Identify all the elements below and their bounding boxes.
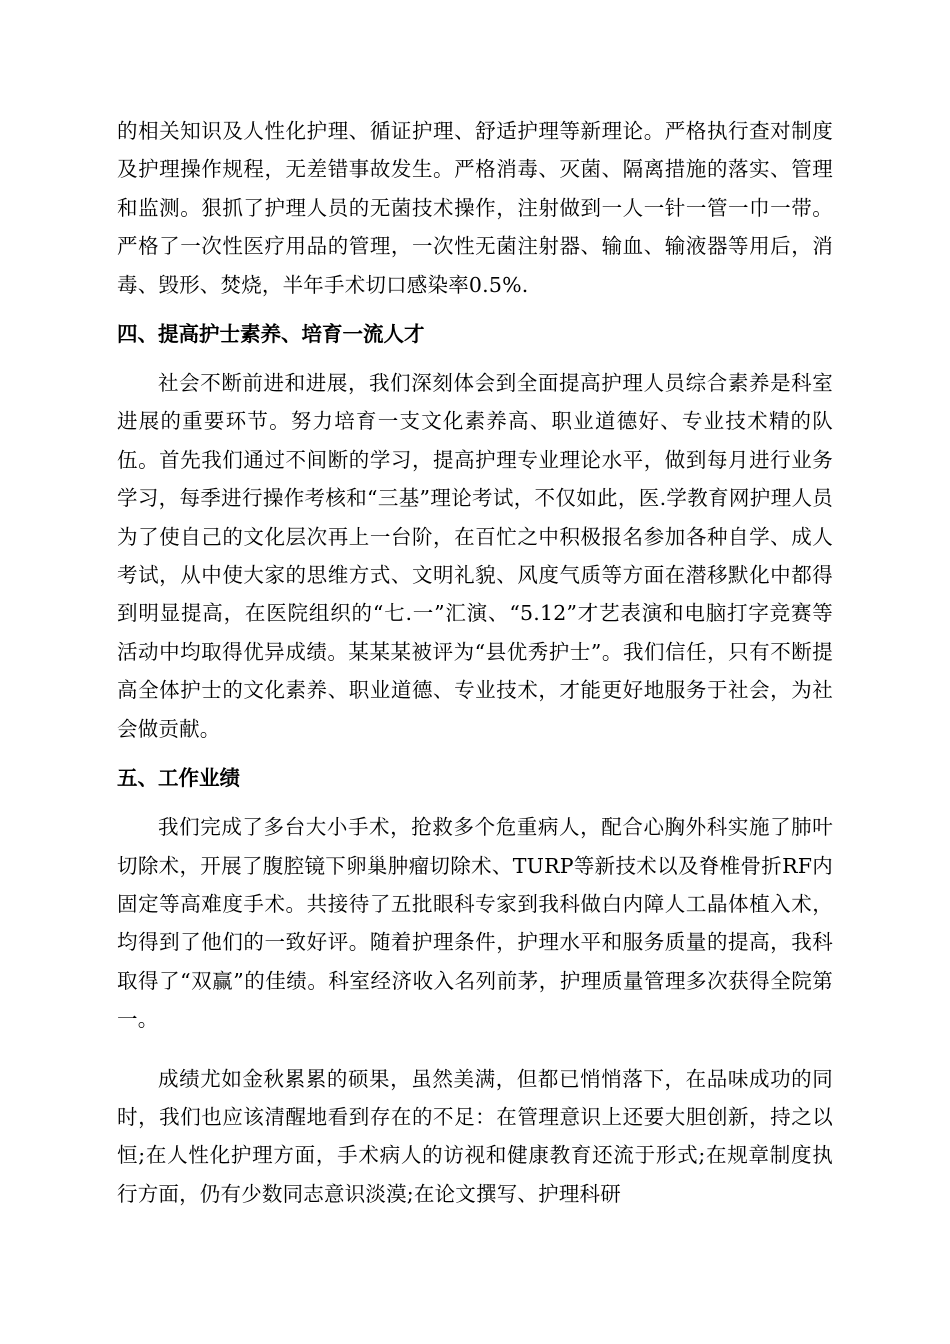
document-page	[117, 112, 833, 1213]
paragraph-work-achievements: 我们完成了多台大小手术，抢救多个危重病人，配合心胸外科实施了肺叶切除术，开展了腹腔镜下卵巢肿瘤切除术、TURP等新技术以及脊椎骨折RF内固定等高难度手术。共接待了五批眼科专家到我科做白内障人工晶体植入术，均得到了他们的一致好评。随着护理条件，护理水平和服务质量的提高，我科取得了“双赢”的佳绩。科室经济收入名列前茅，护理质量管理多次获得全院第一。	[117, 815, 833, 1032]
paragraph-shortcomings: 成绩尤如金秋累累的硕果，虽然美满，但都已悄悄落下，在品味成功的同时，我们也应该清醒地看到存在的不足：在管理意识上还要大胆创新，持之以恒;在人性化护理方面，手术病人的访视和健康教育还流于形式;在规章制度执行方面，仍有少数同志意识淡漠;在论文撰写、护理科研	[117, 1066, 833, 1206]
section-heading-5: 五、工作业绩	[117, 766, 240, 791]
paragraph-nursing-standards: 的相关知识及人性化护理、循证护理、舒适护理等新理论。严格执行查对制度及护理操作规程，无差错事故发生。严格消毒、灭菌、隔离措施的落实、管理和监测。狠抓了护理人员的无菌技术操作，注射做到一人一针一管一巾一带。严格了一次性医疗用品的管理，一次性无菌注射器、输血、输液器等用后，消毒、毁形、焚烧，半年手术切口感染率0.5%.	[117, 119, 833, 297]
section-heading-4: 四、提高护士素养、培育一流人才	[117, 322, 425, 347]
paragraph-nurse-quality: 社会不断前进和进展，我们深刻体会到全面提高护理人员综合素养是科室进展的重要环节。努力培育一支文化素养高、职业道德好、专业技术精的队伍。首先我们通过不间断的学习，提高护理专业理论水平，做到每月进行业务学习，每季进行操作考核和“三基”理论考试，不仅如此，医.学教育网护理人员为了使自己的文化层次再上一台阶，在百忙之中积极报名参加各种自学、成人考试，从中使大家的思维方式、文明礼貌、风度气质等方面在潜移默化中都得到明显提高，在医院组织的“七.一”汇演、“5.12”才艺表演和电脑打字竞赛等活动中均取得优异成绩。某某某被评为“县优秀护士”。我们信任，只有不断提高全体护士的文化素养、职业道德、专业技术，才能更好地服务于社会，为社会做贡献。	[117, 371, 833, 741]
